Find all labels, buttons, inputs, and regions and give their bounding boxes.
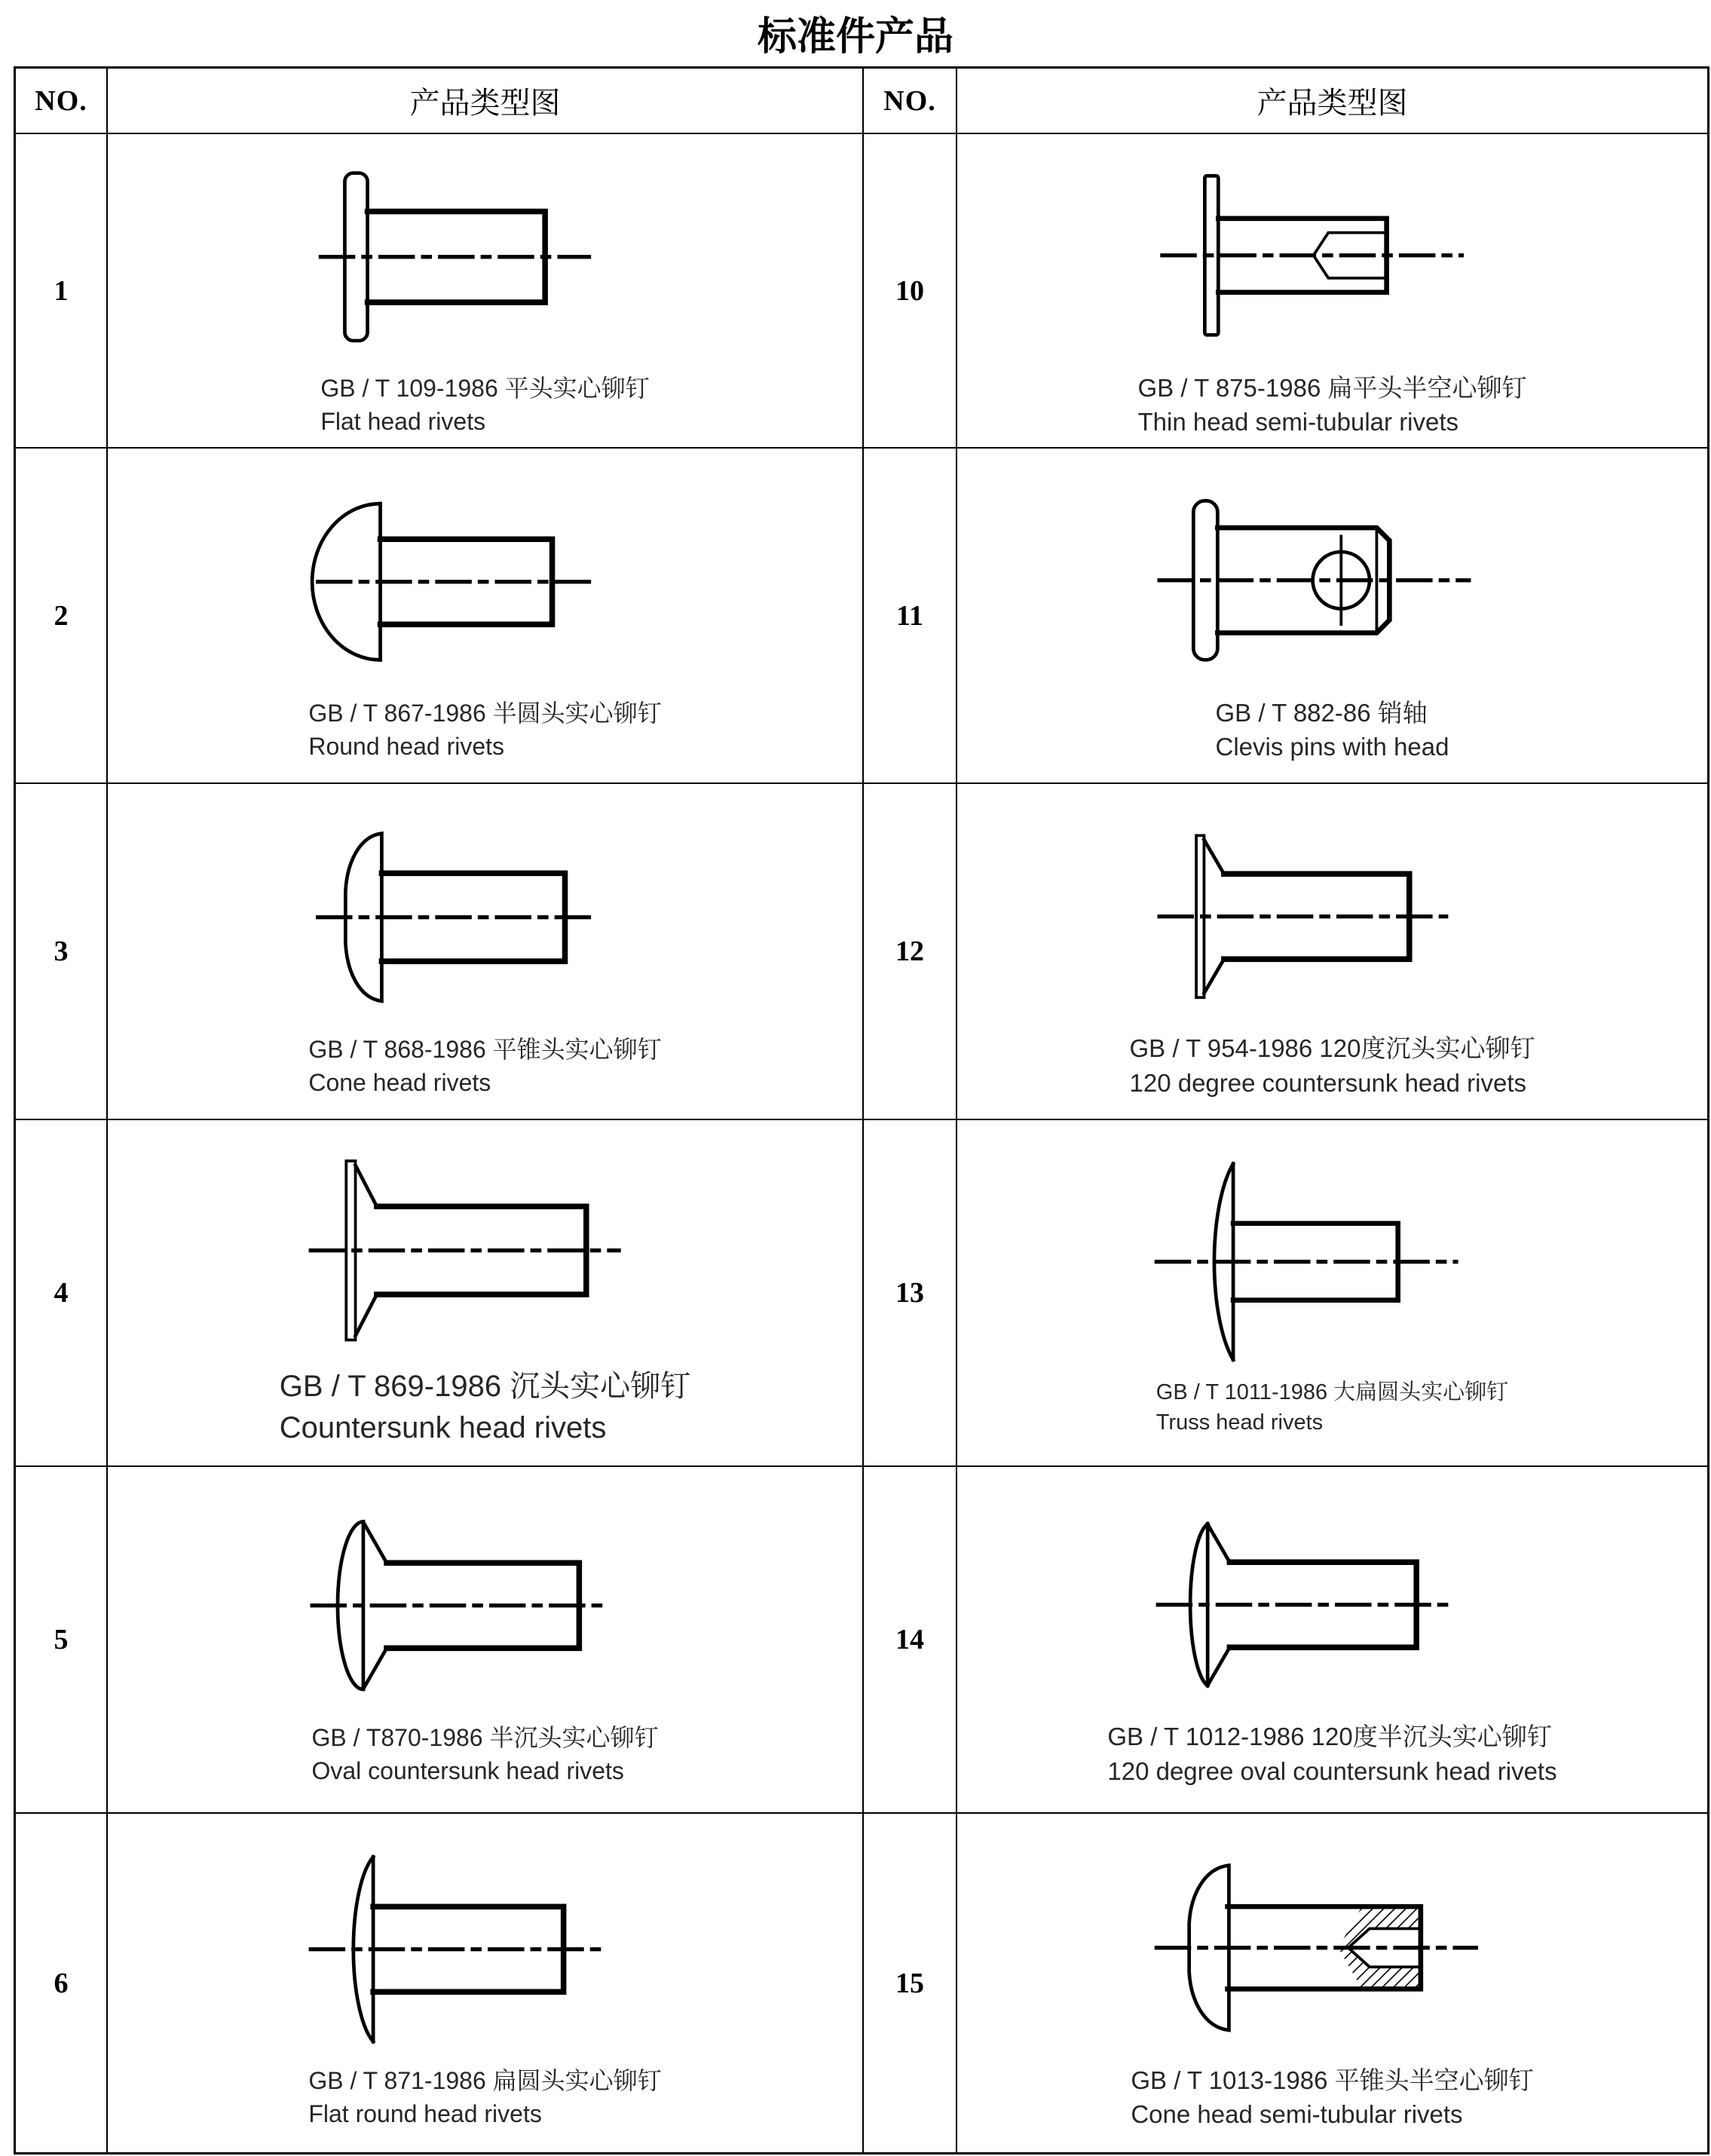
row-number-11: 11 <box>864 449 957 784</box>
standard-code-label: GB / T 868-1986 平锥头实心铆钉 <box>308 1035 662 1063</box>
english-name-label: Countersunk head rivets <box>279 1410 607 1444</box>
english-name-label: Cone head rivets <box>308 1068 491 1096</box>
product-caption <box>1216 696 1449 764</box>
standard-code-label: GB / T 1012-1986 120度半沉头实心铆钉 <box>1107 1723 1552 1751</box>
oval-countersunk-rivet-drawing <box>301 1492 670 1720</box>
row-number-1: 1 <box>16 134 108 449</box>
clevis-pin-drawing <box>1148 467 1517 694</box>
product-caption <box>308 2064 661 2130</box>
product-caption <box>308 1033 661 1099</box>
row-number-6: 6 <box>16 1814 108 2152</box>
english-name-label: Flat round head rivets <box>308 2100 542 2128</box>
row-number-5: 5 <box>16 1467 108 1814</box>
header-type-right: 产品类型图 <box>957 69 1707 134</box>
product-cell-5 <box>108 1467 864 1814</box>
header-no-left: NO. <box>16 69 108 134</box>
row-number-12: 12 <box>864 784 957 1120</box>
drawing-lines <box>312 504 593 660</box>
cone-head-semi-tubular-rivet-drawing <box>1148 1834 1517 2062</box>
product-caption <box>311 1721 658 1787</box>
row-number-3: 3 <box>16 784 108 1120</box>
product-cell-4 <box>108 1120 864 1467</box>
standard-code-label: GB / T 954-1986 120度沉头实心铆钉 <box>1129 1034 1535 1063</box>
flat-head-rivet-drawing <box>301 143 670 371</box>
product-cell-10 <box>957 134 1707 449</box>
drawing-lines <box>1156 1164 1456 1360</box>
standard-code-label: GB / T 882-86 销轴 <box>1215 698 1428 727</box>
drawing-lines <box>317 834 595 1001</box>
standard-code-label: GB / T 875-1986 扁平头半空心铆钉 <box>1137 373 1527 402</box>
row-number-4: 4 <box>16 1120 108 1467</box>
standard-parts-table <box>14 66 1709 2154</box>
countersunk-head-rivet-drawing <box>301 1137 670 1364</box>
drawing-lines <box>312 1522 601 1689</box>
product-caption <box>1129 1031 1535 1100</box>
standard-code-label: GB / T 869-1986 沉头实心铆钉 <box>279 1369 691 1403</box>
row-number-10: 10 <box>864 134 957 449</box>
oval-countersunk-120-rivet-drawing <box>1148 1491 1517 1719</box>
drawing-lines <box>311 1161 619 1340</box>
row-number-15: 15 <box>864 1814 957 2152</box>
drawing-lines <box>1159 501 1469 660</box>
product-cell-1 <box>108 134 864 449</box>
drawing-lines <box>311 1857 599 2041</box>
drawing-lines <box>320 173 589 340</box>
flat-round-head-rivet-drawing <box>301 1836 670 2063</box>
drawing-lines <box>1156 1866 1476 2031</box>
product-cell-15 <box>957 1814 1707 2152</box>
standard-code-label: GB / T 867-1986 半圆头实心铆钉 <box>308 700 662 727</box>
standard-code-label: GB / T870-1986 半沉头实心铆钉 <box>311 1723 659 1751</box>
english-name-label: 120 degree countersunk head rivets <box>1129 1068 1527 1097</box>
product-caption <box>1107 1720 1556 1788</box>
product-caption <box>320 372 649 438</box>
standard-code-label: GB / T 109-1986 平头实心铆钉 <box>320 375 650 403</box>
countersunk-120-rivet-drawing <box>1148 803 1517 1031</box>
english-name-label: Truss head rivets <box>1155 1410 1324 1435</box>
standard-code-label: GB / T 871-1986 扁圆头实心铆钉 <box>308 2067 662 2095</box>
drawing-lines <box>1162 176 1462 335</box>
row-number-14: 14 <box>864 1467 957 1814</box>
truss-head-rivet-drawing <box>1148 1148 1517 1376</box>
english-name-label: 120 degree oval countersunk head rivets <box>1107 1756 1557 1785</box>
row-number-2: 2 <box>16 449 108 784</box>
product-cell-14 <box>957 1467 1707 1814</box>
english-name-label: Flat head rivets <box>320 408 486 436</box>
page-title: 标准件产品 <box>757 16 953 59</box>
product-cell-2 <box>108 449 864 784</box>
product-cell-13 <box>957 1120 1707 1467</box>
product-caption <box>1138 371 1527 439</box>
english-name-label: Oval countersunk head rivets <box>311 1756 624 1784</box>
round-head-rivet-drawing <box>301 468 670 696</box>
product-caption <box>280 1366 690 1449</box>
product-cell-3 <box>108 784 864 1120</box>
product-cell-6 <box>108 1814 864 2152</box>
english-name-label: Thin head semi-tubular rivets <box>1137 408 1459 436</box>
standard-code-label: GB / T 1013-1986 平锥头半空心铆钉 <box>1131 2066 1534 2094</box>
header-type-left: 产品类型图 <box>108 69 864 134</box>
product-cell-11 <box>957 449 1707 784</box>
english-name-label: Cone head semi-tubular rivets <box>1131 2100 1463 2129</box>
standard-code-label: GB / T 1011-1986 大扁圆头实心铆钉 <box>1155 1380 1509 1404</box>
header-no-right: NO. <box>864 69 957 134</box>
product-caption <box>1156 1377 1508 1438</box>
english-name-label: Clevis pins with head <box>1215 733 1449 761</box>
product-cell-12 <box>957 784 1707 1120</box>
product-caption <box>308 697 661 763</box>
row-number-13: 13 <box>864 1120 957 1467</box>
drawing-lines <box>1158 1524 1452 1686</box>
thin-head-semi-tubular-rivet-drawing <box>1148 142 1517 369</box>
english-name-label: Round head rivets <box>308 733 505 761</box>
drawing-lines <box>1159 835 1446 997</box>
cone-head-rivet-drawing <box>301 804 670 1031</box>
product-caption <box>1131 2063 1533 2132</box>
